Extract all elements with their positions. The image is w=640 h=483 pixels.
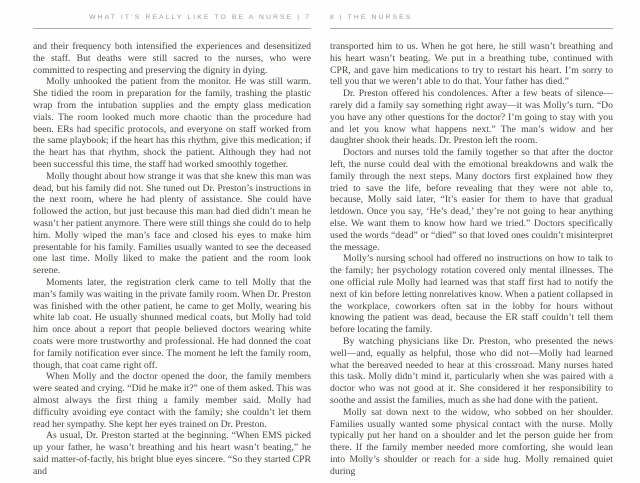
page-left-body [33, 41, 311, 477]
book-paragraph: and their frequency both intensified the experiences and desensitized the staff. But deaths were still sacred to the nurses, who were committed to respecting and preserving the dignity in dying. [33, 41, 311, 76]
book-paragraph: Molly unhooked the patient from the monitor. He was still warm. She tidied the room in preparation for the family, trashing the plastic wrap from the intubation supplies and the empty glass medication vials. The room looked much more chaotic than the procedure had been. ERs had specific protocols, and everyone on staff worked from the same playbook; if the heart has this rhythm, give this medication; if the heart has that rhythm, shock the patient. Although they had not been successful this time, the staff had worked smoothly together. [33, 76, 311, 170]
book-paragraph: As usual, Dr. Preston started at the beginning. “When EMS picked up your father, he wasn’t breathing and his heart wasn’t beating,” he said matter-of-factly, his bright blue eyes sincere. “So they started CPR and [33, 430, 311, 477]
page-right-header [330, 13, 613, 29]
header-rule-left [33, 28, 311, 29]
book-paragraph: By watching physicians like Dr. Preston, who presented the news well—and, equally as helpful, those who did not—Molly had learned what the bereaved needed to hear at this crossroad. Many nurses hated this task. Molly didn’t mind it, particularly when she was paired with a doctor who was not good at it. She considered it her responsibility to soothe and assist the families, much as she had done with the patient. [330, 335, 613, 406]
book-paragraph: Dr. Preston offered his condolences. After a few beats of silence—rarely did a family say something right away—it was Molly’s turn. “Do you have any other questions for the doctor? I’m going to stay with you and let you know what happens next.” The man’s widow and her daughter shook their heads. Dr. Preston left the room. [330, 88, 613, 147]
book-paragraph: Molly thought about how strange it was that she knew this man was dead, but his family did not. She tuned out Dr. Preston’s instructions in the next room, where he had plenty of assistance. She could have followed the action, but just because this man had died didn’t mean he wasn’t her patient anymore. There were still things she could do to help him. Molly wiped the man’s face and closed his eyes to make him presentable for his family. Families usually wanted to see the deceased one last time. Molly liked to make the patient and the room look serene. [33, 170, 311, 277]
book-paragraph: Moments later, the registration clerk came to tell Molly that the man’s family was waiting in the private family room. When Dr. Preston was finished with the other patient, he came to get Molly, wearing his white lab coat. He usually shunned medical coats, but Molly had told him once about a report that people believed doctors wearing white coats were more trustworthy and professional. He had donned the coat for family notification ever since. The moment he left the family room, though, that coat came right off. [33, 276, 311, 371]
page-left [33, 13, 311, 477]
running-header-left: WHAT IT’S REALLY LIKE TO BE A NURSE | 7 [89, 14, 311, 21]
page-right [330, 13, 613, 477]
running-header-right: 8 | THE NURSES [330, 14, 413, 21]
book-paragraph: Molly sat down next to the widow, who sobbed on her shoulder. Families usually wanted some physical contact with the nurse. Molly typically put her hand on a shoulder and let the person guide her from there. If the family member needed more comforting, she would lean into Molly’s shoulder or reach for a side hug. Molly remained quiet during [330, 406, 613, 477]
book-paragraph: Doctors and nurses told the family together so that after the doctor left, the nurse could deal with the emotional breakdowns and walk the family through the next steps. Many doctors first explained how they tried to save the life, before revealing that they were not able to, because, Molly said later, “It’s easier for them to have that gradual letdown. Once you say, ‘He’s dead,’ they’re not going to hear anything else. We want them to know how hard we tried.” Doctors specifically used the words “dead” or “died” so that loved ones couldn’t misinterpret the message. [330, 147, 613, 253]
book-paragraph: When Molly and the doctor opened the door, the family members were seated and crying. “Did he make it?” one of them asked. This was almost always the first thing a family member said. Molly had difficulty avoiding eye contact with the family; she couldn’t let them read her sympathy. She kept her eyes trained on Dr. Preston. [33, 371, 311, 430]
book-paragraph: transported him to us. When he got here, he still wasn’t breathing and his heart wasn’t beating. We put in a breathing tube, continued with CPR, and gave him medications to try to restart his heart. I’m sorry to tell you that we weren’t able to do that. Your father has died.” [330, 41, 613, 88]
page-left-header [33, 13, 311, 29]
page-right-body [330, 41, 613, 477]
book-paragraph: Molly’s nursing school had offered no instructions on how to talk to the family; her psychology rotation covered only mental illnesses. The one official rule Molly had learned was that staff first had to notify the next of kin before letting nonrelatives know. When a patient collapsed in the workplace, coworkers often sat in the lobby for hours without knowing the patient was dead, because the ER staff couldn’t tell them before locating the family. [330, 253, 613, 336]
header-rule-right [330, 28, 613, 29]
